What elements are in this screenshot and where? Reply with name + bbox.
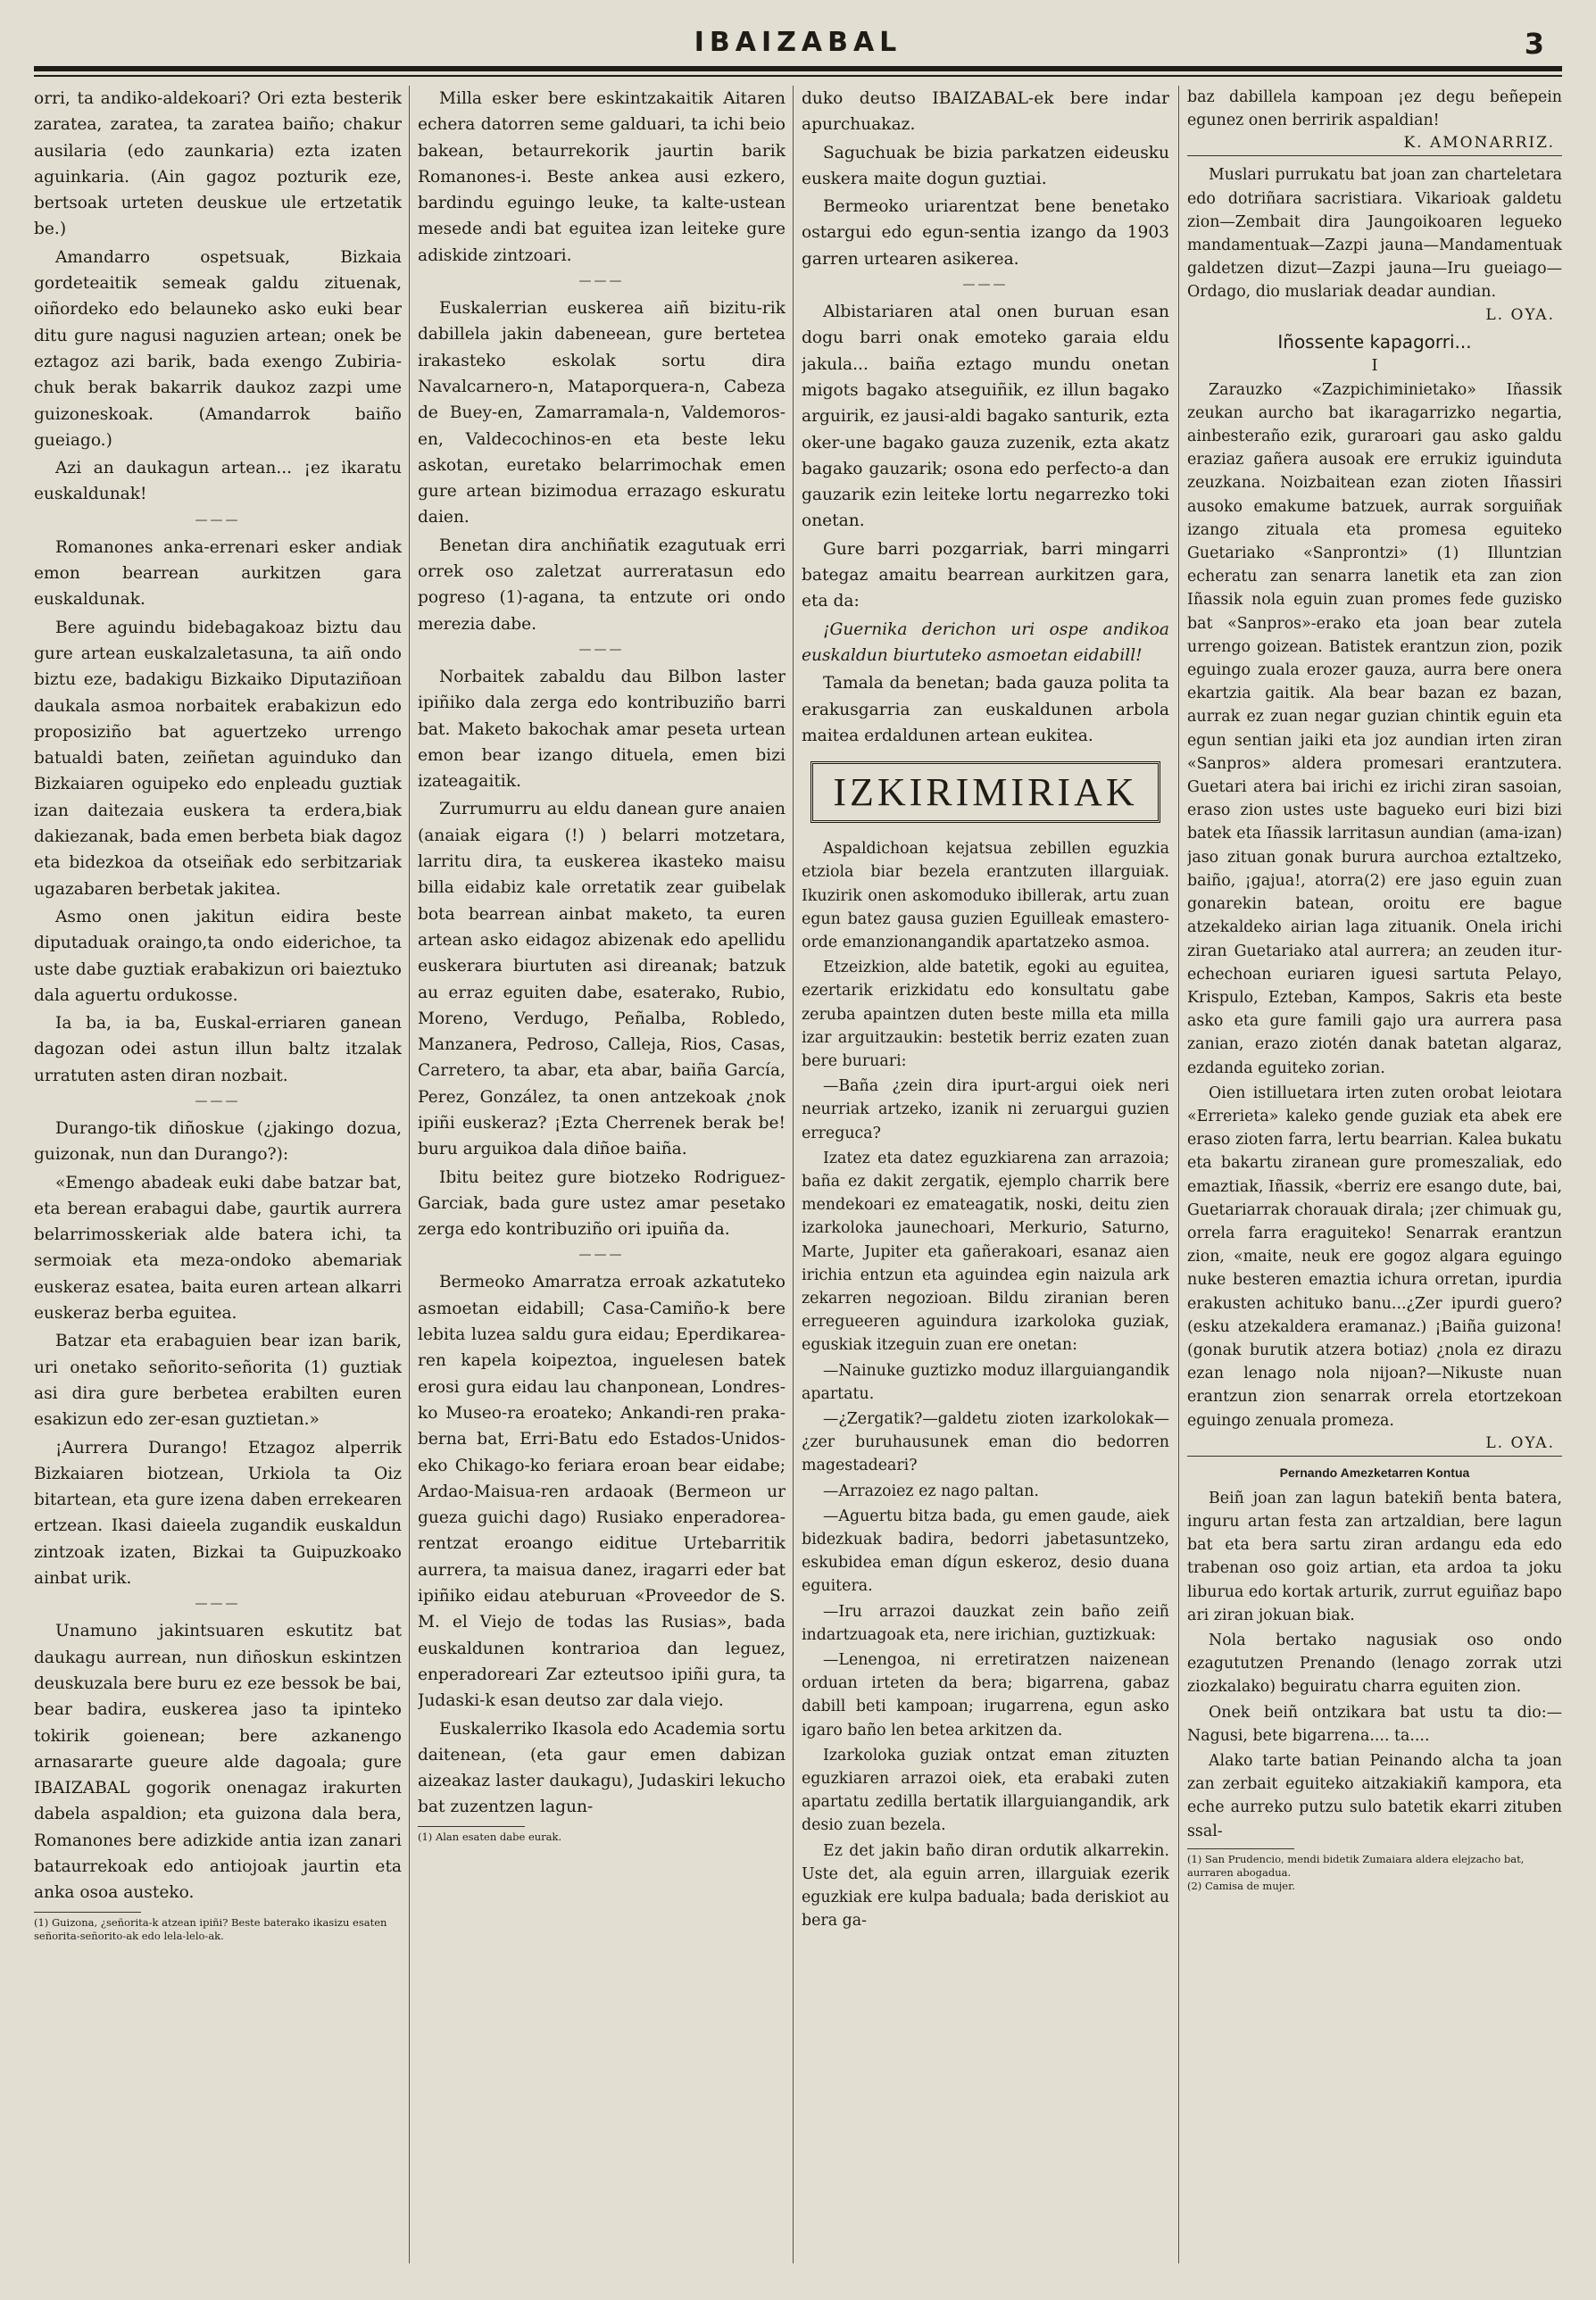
paragraph: —¿Zergatik?—galdetu zioten izarkolokak—¿zer buruhausunek eman dio bedorren magestadeari? <box>802 1410 1169 1475</box>
columns <box>34 86 1562 2281</box>
paragraph: Muslari purrukatu bat joan zan charteletara edo dotriñara sacristiara. Vikarioak galdetu zion—Zembait dira Jaungoikoaren legueko mandamentuak—Zazpi jauna—Mandamentuak galdetzen dizut—Zazpi jauna—Iru gueiago—Ordago, dio muslariak deadar aundian. <box>1187 166 1562 302</box>
separator: ——— <box>195 1093 241 1108</box>
paragraph: Batzar eta erabaguien bear izan barik, uri onetako señorito-señorita (1) guztiak asi dira gure berbetea erabilten euren esakizun edo zer-esan guztietan.» <box>34 1332 402 1430</box>
signature: K. AMONARRIZ. <box>1403 134 1555 153</box>
paragraph: Amandarro ospetsuak, Bizkaia gordeteaitik semeak galdu zituenak, oiñordeko edo belauneko asko euki bear ditu gure nagusi naguzien artean; onek be eztagoz azi barik, bada exengo Zubiria-chuk berak bakarrik daukoz zazpi ume guizoneskoak. (Amandarrok baiño gueiago.) <box>34 247 402 450</box>
paragraph: baz dabillela kampoan ¡ez degu beñepein egunez onen berririk aspaldian! <box>1187 88 1562 130</box>
paragraph: Izatez eta datez eguzkiarena zan arrazoia; baña ez dakit zergatik, ejemplo charrik bere mendekoari ez emateagatik, noski, deitu zien izarkoloka jaunechoari, Merkurio, Saturno, Marte, Jupiter eta gañerakoari, esanaz aien irichia entzun eta aguindea egin naizula ark zekarren negozioan. Bildu ziranian beren erregueeren aguindura izarkoloka guziak, eguskiak itzeguin zuan ere onetan: <box>802 1149 1169 1355</box>
header-rule <box>34 66 1562 71</box>
paragraph: Saguchuak be bizia parkatzen eideusku euskera maite dogun guztiai. <box>802 143 1169 188</box>
paragraph: Beiñ joan zan lagun batekiñ benta batera, inguru artan festa zan artzaldian, bere lagun bat eta bera sartu ziran ardangu eda edo trabenan oso goiz artian, eta ardoa ta joku liburua edo kortak arturik, zurrut eguiñaz bapo ari ziran jokuan biak. <box>1187 1489 1562 1624</box>
paragraph: Izarkoloka guziak ontzat eman zituzten eguzkiaren arrazoi oiek, eta erabaki zuten apartatu zedilla bertatik illarguiangandik, ark desio zuan bezela. <box>802 1746 1169 1835</box>
column-2 <box>418 86 786 2281</box>
signature: L. OYA. <box>1485 1433 1555 1452</box>
paragraph: —Iru arrazoi dauzkat zein baño zeiñ indartzuagoak eta, nere irichian, guztizkuak: <box>802 1602 1169 1644</box>
paragraph: Romanones anka-errenari esker andiak emon bearrean aurkitzen gara euskaldunak. <box>34 537 402 610</box>
paragraph: Ibitu beitez gure biotzeko Rodriguez-Garciak, bada gure ustez amar pesetako zerga edo kontribuziño ori ipuiña da. <box>418 1167 786 1240</box>
paragraph: —Baña ¿zein dira ipurt-argui oiek neri neurriak artzeko, izanik ni zeruargui guzien erreguca? <box>802 1077 1169 1142</box>
paragraph: —Lenengoa, ni erretiratzen naizenean orduan irteten da bera; bigarrena, gabaz dabill beti kampoan; irugarrena, egun asko igaro baño len betea arkitzen da. <box>802 1651 1169 1740</box>
chapter-number: I <box>1371 355 1378 375</box>
separator: ——— <box>195 1597 241 1612</box>
paragraph: Benetan dira anchiñatik ezagutuak erri orrek oso zaletzat aurreratasun edo pogreso (1)-agana, ta entzute ori ondo merezia dabe. <box>418 536 786 634</box>
separator: ——— <box>962 278 1009 293</box>
paragraph: Onek beiñ ontzikara bat ustu ta dio:—Nagusi, bete bigarrena.... ta.... <box>1187 1703 1562 1745</box>
footnote-text: (2) Camisa de mujer. <box>1187 1879 1295 1892</box>
paragraph: Albistariaren atal onen buruan esan dogu barri onak emoteko garaia eldu jakula... baiña eztago mundu onetan migots bagako atseguiñik, ez illun bagako arguirik, ez jausi-aldi bagako santurik, ezta oker-une bagako gauza zuzenik, ezta akatz bagako gauzarik; osona edo perfecto-a dan gauzarik ezin leiteke lortu negarrezko toki onetan. <box>802 303 1169 531</box>
paragraph: —Arrazoiez ez nago paltan. <box>823 1482 1039 1500</box>
column-1 <box>34 86 402 2281</box>
paragraph: Norbaitek zabaldu dau Bilbon laster ipiñiko dala zerga edo kontribuziño barri bat. Maketo bakochak amar peseta urtean emon bear izango dituela, emen bizi izateagaitik. <box>418 667 786 792</box>
paragraph: Oien istilluetara irten zuten orobat leiotara «Errerieta» kaleko gende guziak eta abek ere eraso zioten farra, lertu bearrian. Kalea bukatu eta bakartu ziranean gure promeszaliak, edo emaztiak, Iñassik, «berriz ere esango dute, bai, Guetariarrak chorauak dirala; ¡zer chimuak gu, orrela farra eraguiteko! Senarrak erantzun zion, «maite, neuk ere gogoz algara eguingo nuke besteren emaztia ichura orretan, ipurdia erakusten achituko banu...¿Zer ipurdi guero? (esku atzekaldera eramanaz.) ¡Baiña guizona! (gonak burutik atzera botiaz) ¿nola ez dirazu ezan lenago nola nijoan?—Nikuste nuan erantzun zion senarrak orrela etortzekoan eguingo zenuala promeza. <box>1187 1084 1562 1430</box>
story-title: Pernando Amezketarren Kontua <box>1279 1465 1470 1480</box>
footnote <box>1187 1848 1562 1893</box>
paragraph: ¡Aurrera Durango! Etzagoz alperrik Bizkaiaren biotzean, Urkiola ta Oiz bitartean, eta gure izena daben errekearen ertzean. Ikasi daieela zugandik euskaldun zintzoak izaten, Bizkai ta Guipuzkoako ainbat urik. <box>34 1438 402 1589</box>
separator: ——— <box>578 274 625 289</box>
paragraph: Ez det jakin baño diran ordutik alkarrekin. Uste det, ala eguin arren, illarguiak ezerik eguzkiak ere kulpa baduala; bada deriskiot au bera ga- <box>802 1841 1169 1931</box>
masthead <box>34 27 1562 66</box>
footnote <box>418 1826 786 1844</box>
divider <box>1187 1456 1562 1457</box>
footnote <box>34 1912 402 1943</box>
paragraph: Milla esker bere eskintzakaitik Aitaren echera datorren seme galduari, ta ichi beio bakean, betaurrekorik jaurtin barik Romanones-i. Beste ankea ausi ezkero, bardindu eguingo leuke, ta kalte-ustean mesede andi bat eguitea izan leiteke gure adiskide zintzoari. <box>418 89 786 265</box>
paragraph: Gure barri pozgarriak, barri mingarri bategaz amaitu bearrean aurkitzen gara, eta da: <box>802 539 1169 611</box>
paragraph: Euskalerrian euskerea aiñ bizitu-rik dabillela jakin dabeneean, gure bertetea irakasteko eskolak sortu dira Navalcarnero-n, Mataporquera-n, Cabeza de Buey-en, Zamarramala-n, Valdemoros-en, Valdecochinos-en eta beste leku askotan, euretako belarrimochak emen gure artean bizimodua errazago eskuratu daien. <box>418 299 786 527</box>
paragraph: —Nainuke guztizko moduz illarguiangandik apartatu. <box>802 1361 1169 1403</box>
footnote-rule <box>34 1912 141 1913</box>
paragraph: Asmo onen jakitun eidira beste diputaduak oraingo,ta ondo eiderichoe, ta uste dabe guztiak erabakizun ori baieztuko dala aguertu ordukosse. <box>34 907 402 1005</box>
paragraph: Zurrumurru au eldu danean gure anaien (anaiak eigara (!) ) belarri motzetara, larritu dira, ta euskerea ikasteko maisu billa eidabiz kale orretatik zear guibelak bota bearrean ainbat maketo, ta euren artean asko eidagoz abizenak edo apellidu euskerara biurtuten asi direanak; batzuk au erraz eguiten dabe, esaterako, Rubio, Moreno, Verdugo, Peñalba, Robledo, Manzanera, Pedroso, Calleja, Rios, Casas, Carretero, ta abar, eta abar, baiña García, Perez, González, ta onen antzekoak ¿nok ipiñi euskeraz? ¡Ezta Cherrenek berak be! buru arguikoa dala diñoe baiña. <box>418 800 786 1159</box>
paragraph: duko deutso IBAIZABAL-ek bere indar apurchuakaz. <box>802 89 1169 135</box>
divider <box>1187 155 1562 156</box>
article-heading: Iñossente kapagorri... <box>1277 330 1472 353</box>
paragraph: Durango-tik diñoskue (¿jakingo dozua, guizonak, nun dan Durango?): <box>34 1118 402 1165</box>
signature: L. OYA. <box>1485 305 1555 324</box>
paragraph: Etzeizkion, alde batetik, egoki au eguitea, ezertarik erizkidatu edo konsultatu gabe zeruba apaintzen duten beste milla eta milla izar arguitzaukin: bestetik berriz ezaten zuan bere buruari: <box>802 959 1169 1070</box>
page-number: 3 <box>1524 27 1544 61</box>
paragraph: Nola bertako nagusiak oso ondo ezagututzen Prenando (lenago zorrak utzi ziozkalako) beguiratu charra eguiten zion. <box>1187 1631 1562 1697</box>
paragraph: Bere aguindu bidebagakoaz biztu dau gure artean euskalzaletasuna, ta aiñ ondo biztu eze, badakigu Bizkaiko Diputaziñoan daukala asmoa norbaitek erabakizun edo proposiziño bat aguertzeko urrengo batualdi baten, zeiñetan aguinduko dan Bizkaiaren oguipeko edo enpleadu guztiak izan daitezaia euskera ta erdera,biak dakiezanak, bada emen berbeta biak dagoz eta bidezkoa da otseiñak edo serbitzariak ugazabaren berbetak jakitea. <box>34 618 402 899</box>
footnote-text: (1) Guizona, ¿señorita-k atzean ipiñi? Beste baterako ikasizu esaten señorita-señorito-ak edo lela-lelo-ak. <box>34 1915 387 1942</box>
separator: ——— <box>578 642 625 657</box>
paragraph: ¡Guernika derichon uri ospe andikoa euskaldun biurtuteko asmoetan eidabill! <box>802 619 1169 665</box>
paragraph: Ia ba, ia ba, Euskal-erriaren ganean dagozan odei astun illun baltz itzalak urratuten asten diran nozbait. <box>34 1014 402 1085</box>
paragraph: Euskalerriko Ikasola edo Academia sortu daitenean, (eta gaur emen dabizan aizeakaz laster daukagu), Judaskiri lekucho bat zuzentzen lagun- <box>418 1719 786 1817</box>
section-heading: IZKIRIMIRIAK <box>810 761 1160 823</box>
footnote-text: (1) Alan esaten dabe eurak. <box>418 1830 562 1843</box>
separator: ——— <box>578 1248 625 1263</box>
footnote-rule <box>418 1826 525 1827</box>
footnote-rule <box>1187 1848 1294 1849</box>
paragraph: Unamuno jakintsuaren eskutitz bat daukagu aurrean, nun diñoskun eskintzen deuskuzala bere buru ez eze bessok be bai, bear badira, euskerea jaso ta ipinteko tokirik goienean; bere azkanengo arnasararte gueure alde dagoala; gure IBAIZABAL gogorik onenagaz irakurten dabela aspaldion; eta guizona dala bera, Romanones bere adizkide antia izan zanari bataurrekoak edo antiojoak jaurtin eta anka osoa austeko. <box>34 1622 402 1903</box>
paragraph: Bermeoko uriarentzat bene benetako ostargui edo egun-sentia izango da 1903 garren urtearen asikerea. <box>802 197 1169 269</box>
paragraph: orri, ta andiko-aldekoari? Ori ezta besterik zaratea, zaratea, ta zaratea baiño; chakur ausilaria (edo zaunkaria) ezta izaten aguinkaria. (Ain gagoz pozturik eze, bertsoak urteten deuskue ule ertzetatik be.) <box>34 89 402 239</box>
separator: ——— <box>195 512 241 527</box>
paragraph: Azi an daukagun artean... ¡ez ikaratu euskaldunak! <box>34 459 402 504</box>
paragraph: «Emengo abadeak euki dabe batzar bat, eta berean erabagui dabe, gaurtik aurrera belarrimosskeriak alde batera ichi, ta sermoiak eta meza-ondoko abemariak euskeraz esatea, baita euren artean alkarri euskeraz berba eguitea. <box>34 1173 402 1324</box>
publication-title: IBAIZABAL <box>694 27 902 58</box>
paragraph: —Aguertu bitza bada, gu emen gaude, aiek bidezkuak badira, bedorri jabetasuntzeko, eskubidea eman dígun eskeroz, desio duana eguitera. <box>802 1507 1169 1596</box>
paragraph: Alako tarte batian Peinando alcha ta joan zan zerbait eguiteko aitzakiakiñ kampora, eta eche aurreko putzu sulo batetik ekarri zituben ssal- <box>1187 1752 1562 1840</box>
paragraph: Bermeoko Amarratza erroak azkatuteko asmoetan eidabill; Casa-Camiño-k bere lebita luzea saldu gura eidau; Eperdikarea-ren kapela koipeztoa, inguelesen batek erosi gura eidau lau chanponean, Londres-ko Museo-ra eroateko; Ankandi-ren praka-berna bat, Erri-Batu edo Estados-Unidos-eko Chikago-ko feriara eroan bear eidabe; Ardao-Maisua-ren ardaoak (Bermeon ur gueza guichi dago) Rusiako enperadorea-rentzat eroango eiditue Urtebarritik aurrera, ta maisua danez, iragarri eder bat ipiñiko eidau ateburuan «Proveedor de S. M. el Viejo de todas las Rusias», bada euskaldunen kontrarioa dan leguez, enperadoreari Zar ezteutsoo ipiñi gura, ta Judaski-k esan deutso zar dala viejo. <box>418 1273 786 1711</box>
header-rule-thin <box>34 75 1562 77</box>
column-3 <box>802 86 1169 2281</box>
paragraph: Tamala da benetan; bada gauza polita ta erakusgarria zan euskaldunen arbola maitea erdaldunen artean eukitea. <box>802 674 1169 745</box>
paragraph: Zarauzko «Zazpichiminietako» Iñassik zeukan aurcho bat ikaragarrizko negartia, ainbesteraño ezik, guraroari gau asko galdu eraziaz gañera ausoak ere errukiz iguinduta zeuzkana. Noizbaitean ezan zioten Iñassiri ausoko emakume batzuek, aurrak sorguiñak izango zituala eta promesa eguiteko Guetariako «Sanprontzi» (1) Illuntzian echeratu zan senarra lanetik eta zan zion Iñassik nola eguin zuan promes fede guzisko bat «Sanpros»-erako eta joan bear zutela urrengo goizean. Batistek erantzun zion, pozik eguingo zuala erozer gauza, aurra bere onera ekartzia gaitik. Ala bear bazan ez bazan, aurrak ez zuan negar guzian chintik eguin eta egun sentian jaiki eta joz aundian irten ziran «Sanpros» aldera promesari erantzutera. Guetari atera bai irichi ez irichi ziran sasoian, eraso zion ustes uste bagueko euri bizi bizi batek eta Iñassik larritasun aundian (ama-izan) jaso zituan gonak burura aurchoa eztaltzeko, baiño, ¡gajua!, atorra(2) ere jaso eguin zuan gonarekin batean, oroitu ere bague atzekaldeko airian laga zituanik. Onela irichi ziran Guetariako atal aurrera; an zeuden itur-echechoan euriaren iguesi sartuta Pelayo, Krispulo, Ezteban, Kampos, Sakris eta beste asko eta gure famili gajo ura aurrera pasa zanian, erazo ziotén danak batetan algaraz, ezdanda eguiteko zorian. <box>1187 380 1562 1077</box>
paragraph: Aspaldichoan kejatsua zebillen eguzkia etziola biar bezela erantzuten illarguiak. Ikuzirik onen askomoduko ibillerak, artu zuan egun batez gausa guzien Eguilleak emastero-orde emanzionangandik apartatzeko asmoa. <box>802 840 1169 951</box>
footnote-text: (1) San Prudencio, mendi bidetik Zumaiara aldera elejzacho bat, aurraren abogadua. <box>1187 1852 1525 1879</box>
column-4 <box>1187 86 1562 2281</box>
